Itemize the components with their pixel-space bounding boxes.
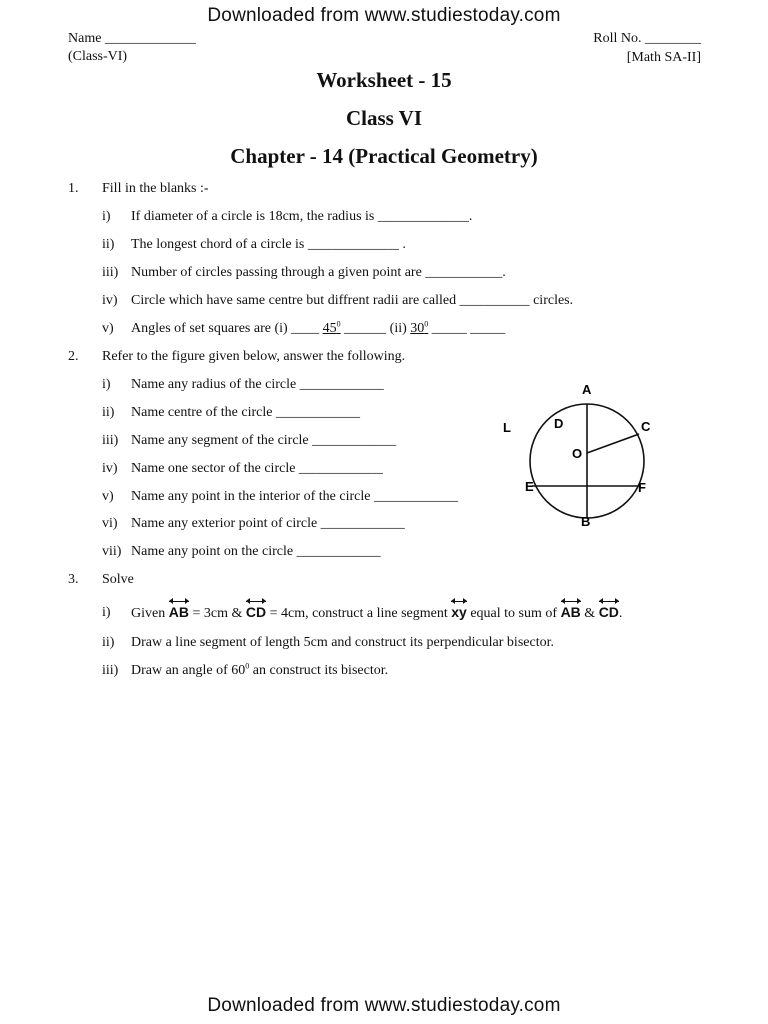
radius-oc — [587, 434, 639, 453]
label-c: C — [641, 419, 651, 434]
item-text: Name centre of the circle ____________ — [131, 405, 360, 420]
question-number: 1. — [68, 181, 79, 196]
question-text: Solve — [102, 572, 134, 587]
item-label: ii) — [102, 405, 115, 420]
question-number: 3. — [68, 572, 79, 587]
item-label: ii) — [102, 237, 115, 252]
item-label: iv) — [102, 461, 118, 476]
item-label: vi) — [102, 516, 118, 531]
label-f: F — [638, 480, 646, 495]
item-text-set-squares: Angles of set squares are (i) ____ $45^0$ ______ (ii) $30^0$ _____ _____ — [131, 319, 506, 336]
item-text: Draw a line segment of length 5cm and construct its perpendicular bisector. — [131, 635, 554, 650]
item-label: i) — [102, 209, 111, 224]
item-label: iv) — [102, 293, 118, 308]
segment-ab: AB — [561, 601, 581, 620]
chapter-title: Chapter - 14 (Practical Geometry) — [230, 144, 538, 168]
class-label: (Class-VI) — [68, 49, 128, 64]
name-field: Name _____________ — [68, 31, 196, 46]
segment-cd: CD — [599, 601, 619, 620]
item-label: iii) — [102, 265, 119, 280]
download-banner-top: Downloaded from www.studiestoday.com — [207, 5, 561, 26]
item-text: If diameter of a circle is 18cm, the radius is _____________. — [131, 209, 473, 224]
class-title: Class VI — [345, 106, 423, 130]
label-b: B — [581, 514, 591, 529]
item-text: Name any point on the circle ____________ — [131, 544, 381, 559]
item-label: vii) — [102, 544, 122, 559]
item-text: Number of circles passing through a given point are ___________. — [131, 265, 506, 280]
item-text-angle: Draw an angle of $60^0$ an construct its bisector. — [131, 661, 389, 678]
label-a: A — [582, 382, 592, 397]
item-label: v) — [102, 321, 114, 336]
label-d: D — [554, 416, 564, 431]
item-label: ii) — [102, 635, 115, 650]
segment-ab: AB — [169, 601, 189, 620]
circle-figure — [495, 375, 675, 535]
segment-cd: CD — [246, 601, 266, 620]
subject-label: [Math SA-II] — [626, 50, 701, 65]
label-e: E — [525, 479, 534, 494]
item-text: Circle which have same centre but diffrent radii are called __________ circles. — [131, 293, 574, 308]
item-text: Name any point in the interior of the circle ____________ — [131, 489, 458, 504]
worksheet-title: Worksheet - 15 — [316, 68, 452, 92]
roll-number-field: Roll No. ________ — [593, 31, 701, 46]
item-label: iii) — [102, 663, 119, 678]
question-number: 2. — [68, 349, 79, 364]
item-label: v) — [102, 489, 114, 504]
item-label: i) — [102, 377, 111, 392]
segment-xy: xy — [451, 601, 467, 620]
question-text: Refer to the figure given below, answer the following. — [102, 349, 406, 364]
question-text: Fill in the blanks :- — [102, 181, 209, 196]
label-l: L — [503, 420, 511, 435]
item-text: Name any segment of the circle ____________ — [131, 433, 397, 448]
item-label: i) — [102, 605, 111, 620]
item-text: Name any exterior point of circle ____________ — [131, 516, 405, 531]
item-text: Name one sector of the circle ____________ — [131, 461, 383, 476]
item-text: The longest chord of a circle is _____________ . — [131, 237, 406, 252]
download-banner-bottom: Downloaded from www.studiestoday.com — [207, 995, 561, 1016]
label-o: O — [572, 446, 583, 461]
item-text-given: Given AB = 3cm & CD = 4cm, construct a line segment xy equal to sum of AB & CD . — [131, 601, 622, 622]
item-text: Name any radius of the circle ____________ — [131, 377, 384, 392]
item-label: iii) — [102, 433, 119, 448]
